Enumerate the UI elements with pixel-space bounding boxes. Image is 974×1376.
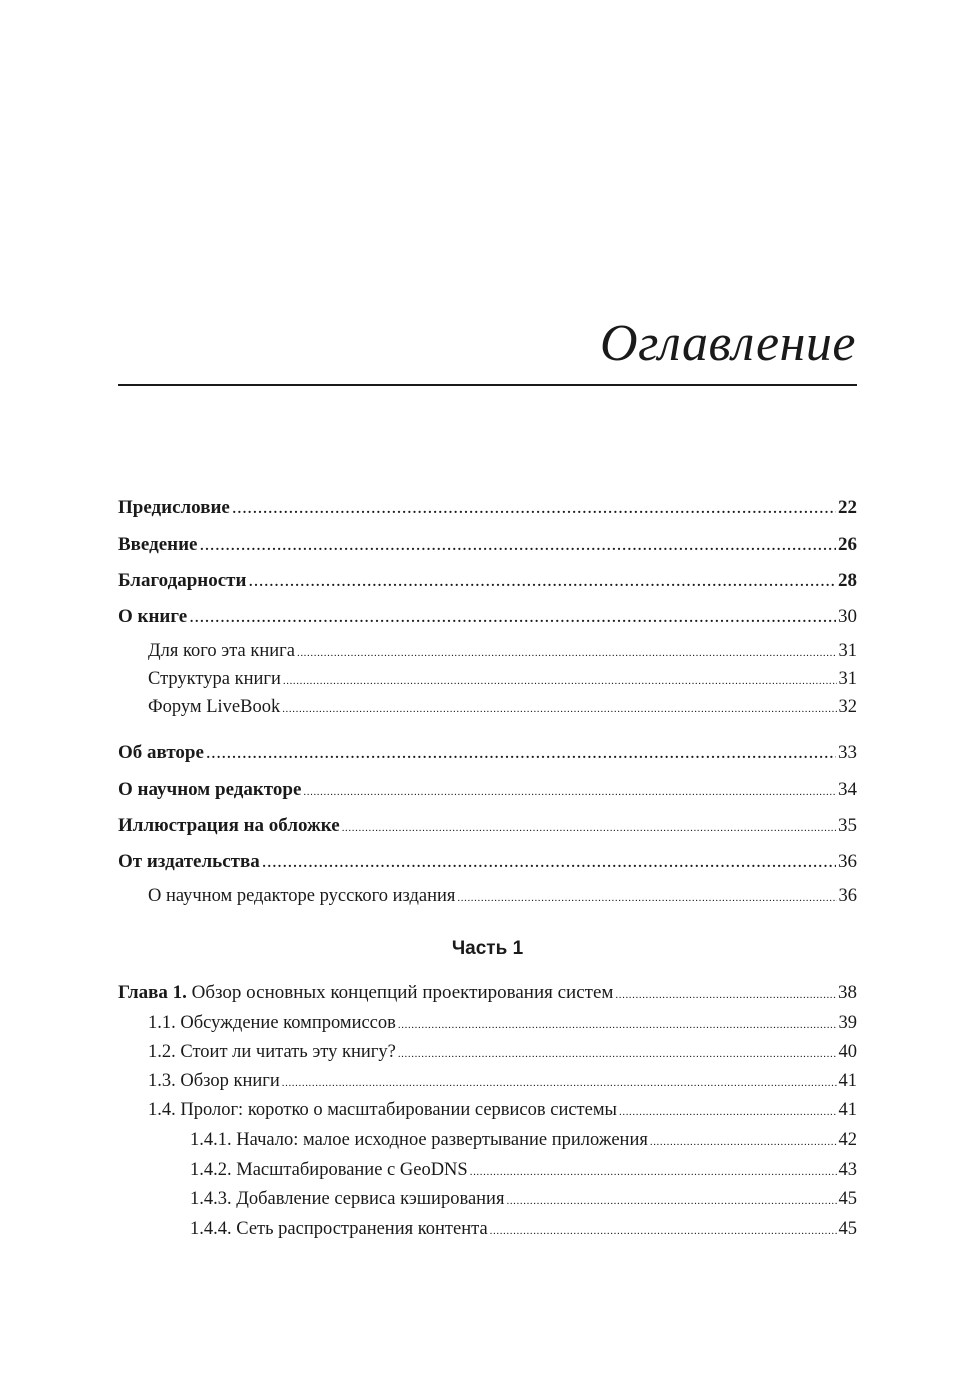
toc-entry-audience[interactable]: Для кого эта книга ..... 31 (148, 641, 857, 662)
toc-entry-section-1-3[interactable]: 1.3. Обзор книги ..... 41 (148, 1071, 857, 1092)
toc-entry-livebook-forum[interactable]: Форум LiveBook ..... 32 (148, 697, 857, 718)
toc-entry-preface[interactable]: Предисловие ..... 22 (118, 497, 857, 519)
toc-entry-section-1-4-3[interactable]: 1.4.3. Добавление сервиса кэширования ..... 45 (190, 1189, 857, 1210)
toc-entry-about-book[interactable]: О книге ..... 30 (118, 606, 857, 628)
toc-entry-section-1-4-4[interactable]: 1.4.4. Сеть распространения контента ..... 45 (190, 1219, 857, 1240)
toc-entry-chapter-1[interactable]: Глава 1. Обзор основных концепций проектирования систем ..... 38 (118, 982, 857, 1004)
toc-entry-section-1-4-1[interactable]: 1.4.1. Начало: малое исходное развертывание приложения ..... 42 (190, 1130, 857, 1151)
toc-entry-from-publisher[interactable]: От издательства ..... 36 (118, 851, 857, 873)
toc-entry-section-1-4[interactable]: 1.4. Пролог: коротко о масштабировании сервисов системы ..... 41 (148, 1100, 857, 1121)
toc-entry-book-structure[interactable]: Структура книги ..... 31 (148, 669, 857, 690)
toc-entry-russian-editor[interactable]: О научном редакторе русского издания ..... 36 (148, 886, 857, 907)
toc-entry-cover-illustration[interactable]: Иллюстрация на обложке ..... 35 (118, 815, 857, 837)
part-heading: Часть 1 (451, 938, 524, 959)
title-rule (118, 384, 857, 386)
toc-entry-section-1-2[interactable]: 1.2. Стоит ли читать эту книгу? ..... 40 (148, 1042, 857, 1063)
toc-entry-technical-editor[interactable]: О научном редакторе ..... 34 (118, 779, 857, 801)
toc-entry-acknowledgements[interactable]: Благодарности ..... 28 (118, 570, 857, 592)
page-title: Оглавление (600, 315, 856, 372)
toc-entry-section-1-4-2[interactable]: 1.4.2. Масштабирование с GeoDNS ..... 43 (190, 1160, 857, 1181)
toc-entry-introduction[interactable]: Введение ..... 26 (118, 534, 857, 556)
toc-entry-about-author[interactable]: Об авторе ..... 33 (118, 742, 857, 764)
toc-entry-section-1-1[interactable]: 1.1. Обсуждение компромиссов ..... 39 (148, 1013, 857, 1034)
